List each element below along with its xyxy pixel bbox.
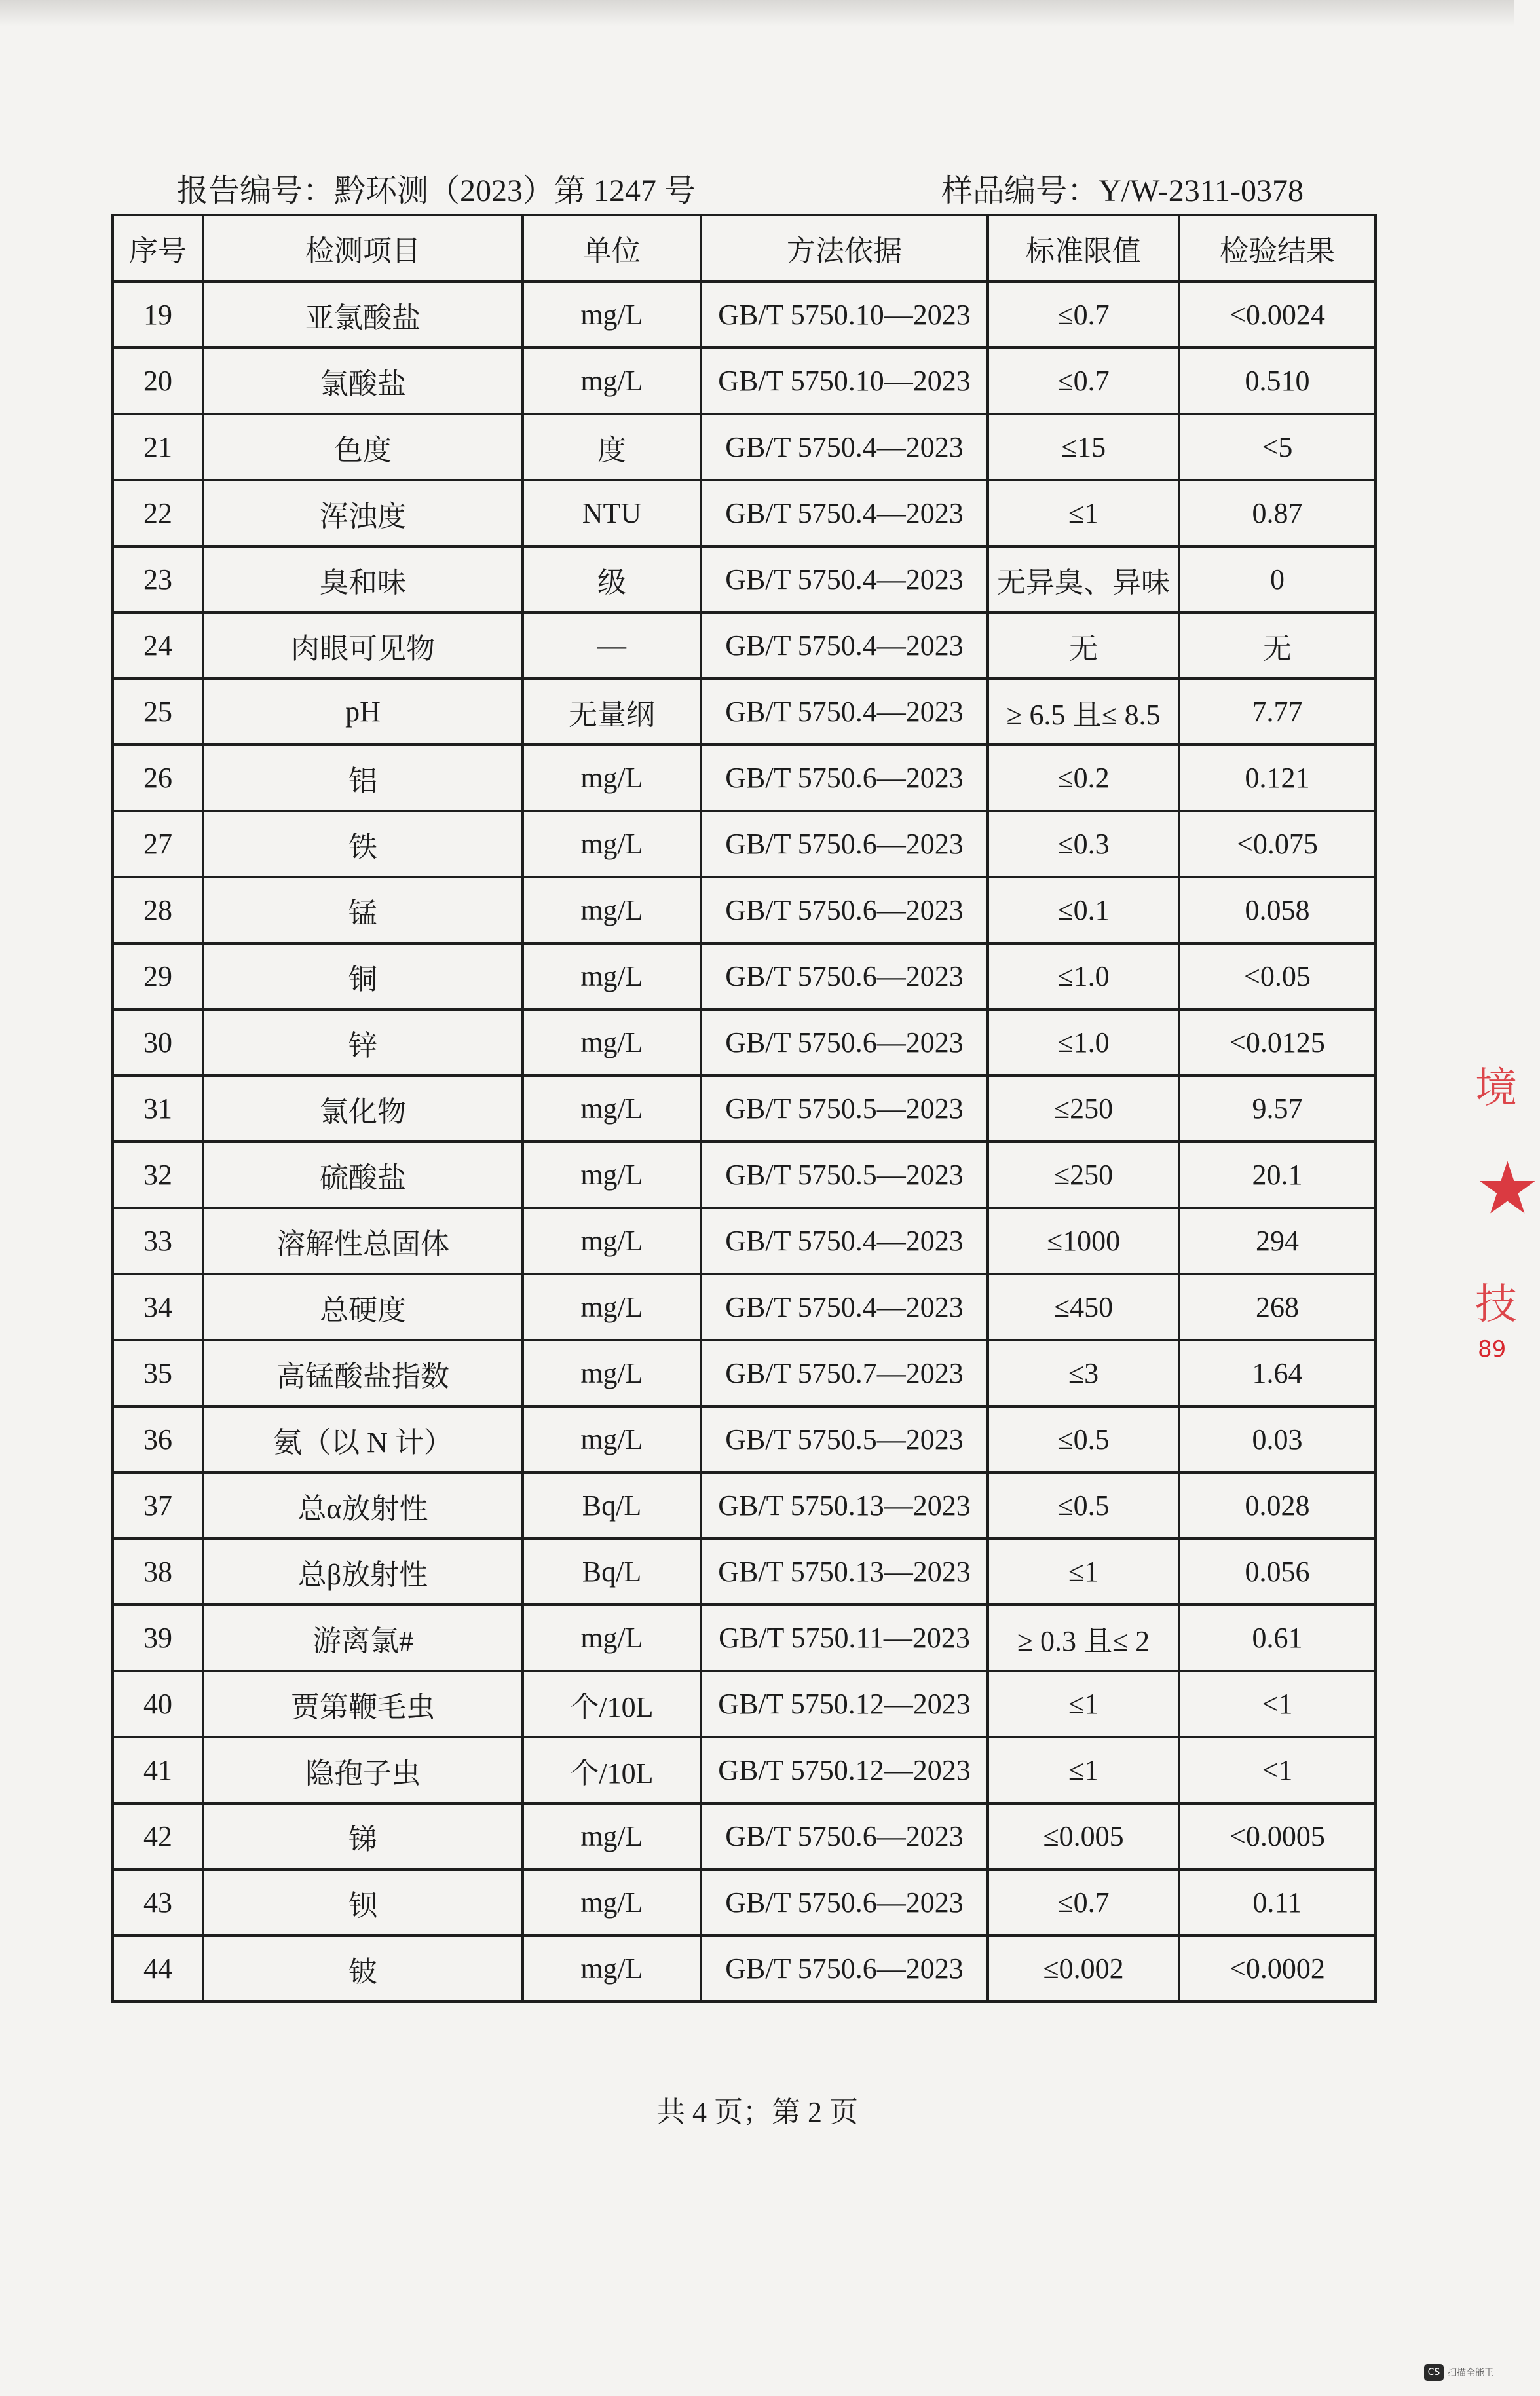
cell-result: 0.028 (1179, 1472, 1376, 1539)
cell-result: <0.075 (1179, 811, 1376, 877)
cell-item: 高锰酸盐指数 (203, 1340, 523, 1406)
cell-limit: ≤3 (988, 1340, 1179, 1406)
cell-result: 0 (1179, 546, 1376, 612)
cell-seq: 21 (113, 414, 203, 480)
cell-unit: Bq/L (523, 1539, 701, 1605)
cell-result: 0.121 (1179, 745, 1376, 811)
scan-edge (0, 0, 1514, 26)
cell-method: GB/T 5750.10—2023 (701, 348, 988, 414)
cell-seq: 32 (113, 1142, 203, 1208)
col-header-result: 检验结果 (1179, 215, 1376, 282)
cell-limit: ≤1 (988, 1671, 1179, 1737)
cell-result: <0.0024 (1179, 282, 1376, 348)
cell-unit: mg/L (523, 745, 701, 811)
cell-result: 268 (1179, 1274, 1376, 1340)
table-row (113, 1671, 1376, 1737)
cell-result: 0.11 (1179, 1869, 1376, 1936)
col-header-unit: 单位 (523, 215, 701, 282)
cell-item: 肉眼可见物 (203, 612, 523, 679)
scanner-watermark (1424, 2359, 1503, 2386)
cell-unit: mg/L (523, 1274, 701, 1340)
cell-result: <0.0125 (1179, 1009, 1376, 1076)
cell-result: <1 (1179, 1671, 1376, 1737)
table-row (113, 414, 1376, 480)
cell-item: 硫酸盐 (203, 1142, 523, 1208)
table-row (113, 1208, 1376, 1274)
cell-result: 0.058 (1179, 877, 1376, 943)
cell-result: 9.57 (1179, 1076, 1376, 1142)
table-row (113, 1076, 1376, 1142)
cell-item: 色度 (203, 414, 523, 480)
cell-seq: 24 (113, 612, 203, 679)
table-row (113, 282, 1376, 348)
cell-limit: ≤15 (988, 414, 1179, 480)
cell-seq: 22 (113, 480, 203, 546)
table-row (113, 1869, 1376, 1936)
cell-result: 0.61 (1179, 1605, 1376, 1671)
cell-unit: mg/L (523, 1406, 701, 1472)
cell-result: 1.64 (1179, 1340, 1376, 1406)
cell-seq: 44 (113, 1936, 203, 2002)
cell-unit: mg/L (523, 1936, 701, 2002)
cell-seq: 40 (113, 1671, 203, 1737)
col-header-limit: 标准限值 (988, 215, 1179, 282)
cell-unit: mg/L (523, 811, 701, 877)
cell-unit: 个/10L (523, 1671, 701, 1737)
cell-method: GB/T 5750.7—2023 (701, 1340, 988, 1406)
cell-limit: 无异臭、异味 (988, 546, 1179, 612)
cell-limit: ≤0.7 (988, 1869, 1179, 1936)
cell-method: GB/T 5750.6—2023 (701, 943, 988, 1009)
table-row (113, 1009, 1376, 1076)
cell-result: <0.0002 (1179, 1936, 1376, 2002)
cell-item: 总β放射性 (203, 1539, 523, 1605)
cell-unit: mg/L (523, 1869, 701, 1936)
cell-seq: 31 (113, 1076, 203, 1142)
cell-unit: 级 (523, 546, 701, 612)
cell-method: GB/T 5750.6—2023 (701, 1936, 988, 2002)
table-row (113, 1539, 1376, 1605)
cell-unit: — (523, 612, 701, 679)
cell-item: 钡 (203, 1869, 523, 1936)
cell-method: GB/T 5750.10—2023 (701, 282, 988, 348)
cell-limit: ≤0.1 (988, 877, 1179, 943)
cell-result: <0.0005 (1179, 1803, 1376, 1869)
cell-limit: ≤1 (988, 1539, 1179, 1605)
cell-item: 氨（以 N 计） (203, 1406, 523, 1472)
cell-item: 总硬度 (203, 1274, 523, 1340)
cell-unit: 无量纲 (523, 679, 701, 745)
stamp-star-icon: ★ (1475, 1146, 1540, 1230)
cell-limit: ≥ 0.3 且≤ 2 (988, 1605, 1179, 1671)
cell-limit: ≤0.7 (988, 348, 1179, 414)
cell-item: 臭和味 (203, 546, 523, 612)
cell-method: GB/T 5750.4—2023 (701, 546, 988, 612)
cell-unit: Bq/L (523, 1472, 701, 1539)
cell-seq: 33 (113, 1208, 203, 1274)
cell-method: GB/T 5750.4—2023 (701, 1274, 988, 1340)
stamp-glyph-bottom: 技 (1475, 1281, 1517, 1329)
cell-seq: 42 (113, 1803, 203, 1869)
cell-item: 氯化物 (203, 1076, 523, 1142)
table-body (113, 282, 1376, 2002)
cell-result: <1 (1179, 1737, 1376, 1803)
table-row (113, 1406, 1376, 1472)
stamp-number: 89 (1478, 1336, 1507, 1362)
cell-item: 游离氯# (203, 1605, 523, 1671)
cell-limit: ≤1 (988, 480, 1179, 546)
cell-unit: mg/L (523, 943, 701, 1009)
table-row (113, 612, 1376, 679)
cell-limit: ≤1.0 (988, 1009, 1179, 1076)
col-header-method: 方法依据 (701, 215, 988, 282)
cell-method: GB/T 5750.4—2023 (701, 1208, 988, 1274)
cell-seq: 41 (113, 1737, 203, 1803)
cell-method: GB/T 5750.4—2023 (701, 612, 988, 679)
cell-seq: 34 (113, 1274, 203, 1340)
cell-method: GB/T 5750.4—2023 (701, 679, 988, 745)
cell-limit: ≤1 (988, 1737, 1179, 1803)
cell-item: 铝 (203, 745, 523, 811)
cell-item: 铍 (203, 1936, 523, 2002)
table-row (113, 811, 1376, 877)
cell-item: 氯酸盐 (203, 348, 523, 414)
cell-limit: ≤250 (988, 1142, 1179, 1208)
table-row (113, 1936, 1376, 2002)
cell-result: 0.03 (1179, 1406, 1376, 1472)
cell-seq: 25 (113, 679, 203, 745)
cell-result: 0.510 (1179, 348, 1376, 414)
cell-unit: NTU (523, 480, 701, 546)
cell-limit: ≥ 6.5 且≤ 8.5 (988, 679, 1179, 745)
cell-item: 铜 (203, 943, 523, 1009)
cell-seq: 19 (113, 282, 203, 348)
cell-method: GB/T 5750.13—2023 (701, 1472, 988, 1539)
cell-unit: mg/L (523, 1803, 701, 1869)
cell-seq: 29 (113, 943, 203, 1009)
cell-method: GB/T 5750.12—2023 (701, 1737, 988, 1803)
cell-seq: 28 (113, 877, 203, 943)
cell-limit: 无 (988, 612, 1179, 679)
cell-method: GB/T 5750.6—2023 (701, 877, 988, 943)
table-row (113, 1737, 1376, 1803)
report-header (177, 165, 1304, 217)
cell-method: GB/T 5750.6—2023 (701, 1009, 988, 1076)
cell-method: GB/T 5750.5—2023 (701, 1076, 988, 1142)
cell-unit: 个/10L (523, 1737, 701, 1803)
cs-logo-icon: CS (1424, 2364, 1444, 2381)
cell-seq: 39 (113, 1605, 203, 1671)
table-row (113, 480, 1376, 546)
table-row (113, 1605, 1376, 1671)
cell-limit: ≤1.0 (988, 943, 1179, 1009)
cell-method: GB/T 5750.13—2023 (701, 1539, 988, 1605)
col-header-seq: 序号 (113, 215, 203, 282)
cell-seq: 43 (113, 1869, 203, 1936)
cell-item: 贾第鞭毛虫 (203, 1671, 523, 1737)
table-header-row (113, 215, 1376, 282)
cell-item: 浑浊度 (203, 480, 523, 546)
sample-number: 样品编号：Y/W-2311-0378 (941, 174, 1304, 208)
cell-method: GB/T 5750.4—2023 (701, 480, 988, 546)
cell-limit: ≤1000 (988, 1208, 1179, 1274)
cell-result: 294 (1179, 1208, 1376, 1274)
table-row (113, 546, 1376, 612)
cell-limit: ≤250 (988, 1076, 1179, 1142)
cell-item: 亚氯酸盐 (203, 282, 523, 348)
cell-limit: ≤450 (988, 1274, 1179, 1340)
stamp-glyph-top: 境 (1475, 1064, 1517, 1113)
cell-unit: mg/L (523, 1340, 701, 1406)
cell-limit: ≤0.002 (988, 1936, 1179, 2002)
table-row (113, 348, 1376, 414)
cell-result: 0.056 (1179, 1539, 1376, 1605)
cell-unit: mg/L (523, 1208, 701, 1274)
cell-unit: mg/L (523, 877, 701, 943)
report-number: 报告编号：黔环测（2023）第 1247 号 (177, 174, 696, 208)
cell-result: <5 (1179, 414, 1376, 480)
cell-item: 锑 (203, 1803, 523, 1869)
cell-seq: 38 (113, 1539, 203, 1605)
cell-item: 总α放射性 (203, 1472, 523, 1539)
cell-method: GB/T 5750.12—2023 (701, 1671, 988, 1737)
cell-limit: ≤0.5 (988, 1472, 1179, 1539)
table-row (113, 745, 1376, 811)
cell-unit: mg/L (523, 348, 701, 414)
cell-seq: 26 (113, 745, 203, 811)
cell-seq: 35 (113, 1340, 203, 1406)
cell-unit: mg/L (523, 1009, 701, 1076)
table-row (113, 943, 1376, 1009)
cell-seq: 37 (113, 1472, 203, 1539)
cell-limit: ≤0.5 (988, 1406, 1179, 1472)
table-row (113, 1472, 1376, 1539)
table-row (113, 877, 1376, 943)
cell-result: 7.77 (1179, 679, 1376, 745)
cell-item: 溶解性总固体 (203, 1208, 523, 1274)
cell-unit: mg/L (523, 1076, 701, 1142)
cell-seq: 36 (113, 1406, 203, 1472)
cell-method: GB/T 5750.6—2023 (701, 1803, 988, 1869)
cell-unit: 度 (523, 414, 701, 480)
cell-seq: 27 (113, 811, 203, 877)
red-seal-stamp (1469, 1048, 1540, 1415)
cell-result: 0.87 (1179, 480, 1376, 546)
cell-limit: ≤0.3 (988, 811, 1179, 877)
cell-result: <0.05 (1179, 943, 1376, 1009)
scanner-app-name: 扫描全能王 (1448, 2368, 1493, 2378)
table-row (113, 1274, 1376, 1340)
table-row (113, 1142, 1376, 1208)
cell-limit: ≤0.2 (988, 745, 1179, 811)
col-header-item: 检测项目 (203, 215, 523, 282)
cell-seq: 20 (113, 348, 203, 414)
cell-limit: ≤0.005 (988, 1803, 1179, 1869)
cell-limit: ≤0.7 (988, 282, 1179, 348)
cell-result: 无 (1179, 612, 1376, 679)
cell-method: GB/T 5750.6—2023 (701, 745, 988, 811)
table-row (113, 1803, 1376, 1869)
cell-unit: mg/L (523, 1605, 701, 1671)
cell-unit: mg/L (523, 1142, 701, 1208)
page-footer: 共 4 页；第 2 页 (656, 2096, 858, 2128)
cell-seq: 23 (113, 546, 203, 612)
cell-method: GB/T 5750.5—2023 (701, 1406, 988, 1472)
cell-item: 铁 (203, 811, 523, 877)
cell-method: GB/T 5750.5—2023 (701, 1142, 988, 1208)
cell-method: GB/T 5750.11—2023 (701, 1605, 988, 1671)
cell-seq: 30 (113, 1009, 203, 1076)
cell-item: 锰 (203, 877, 523, 943)
cell-method: GB/T 5750.4—2023 (701, 414, 988, 480)
cell-result: 20.1 (1179, 1142, 1376, 1208)
cell-unit: mg/L (523, 282, 701, 348)
table-row (113, 1340, 1376, 1406)
cell-item: pH (203, 679, 523, 745)
cell-item: 锌 (203, 1009, 523, 1076)
cell-item: 隐孢子虫 (203, 1737, 523, 1803)
test-results-table (111, 214, 1377, 2003)
cell-method: GB/T 5750.6—2023 (701, 811, 988, 877)
cell-method: GB/T 5750.6—2023 (701, 1869, 988, 1936)
table-row (113, 679, 1376, 745)
